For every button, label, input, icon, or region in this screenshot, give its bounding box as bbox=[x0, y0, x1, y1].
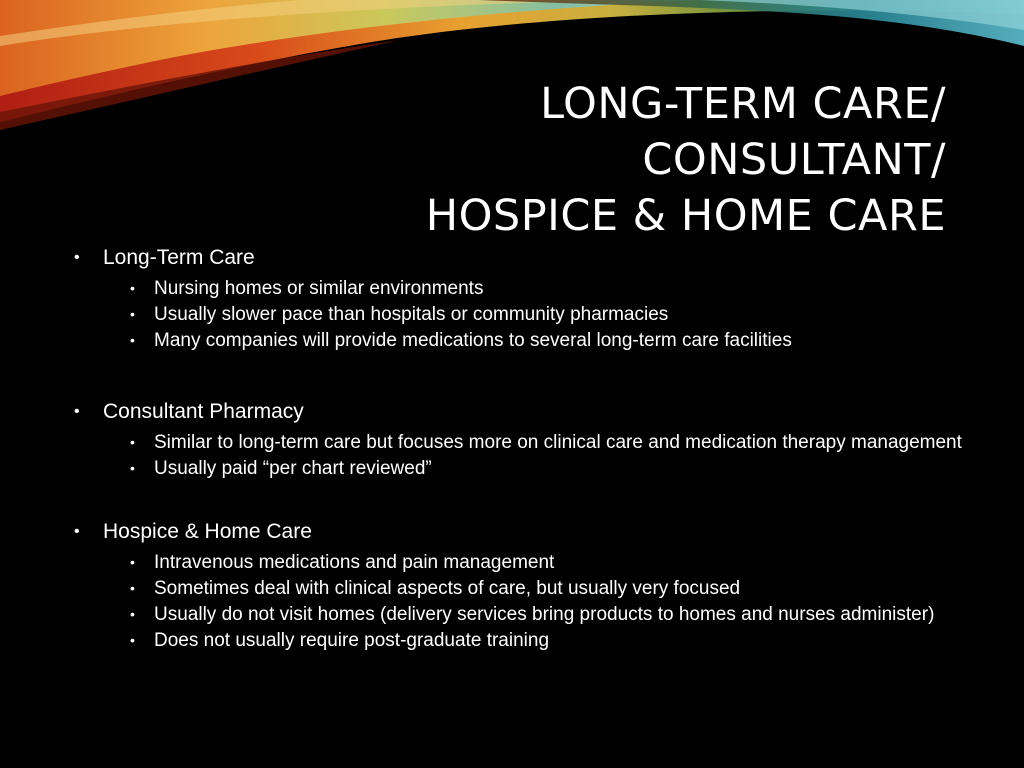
title-line: LONG-TERM CARE/ bbox=[540, 79, 946, 129]
sub-bullet: • Nursing homes or similar environments bbox=[103, 279, 962, 298]
sub-bullet: • Sometimes deal with clinical aspects of care, but usually very focused bbox=[103, 579, 962, 598]
sub-bullet: • Does not usually require post-graduate training bbox=[103, 631, 962, 650]
sub-bullet: • Similar to long-term care but focuses more on clinical care and medication therapy management bbox=[103, 433, 962, 452]
bullet-heading bbox=[72, 244, 962, 350]
sub-bullet: • Usually paid “per chart reviewed” bbox=[103, 459, 962, 478]
bullet-section-long-term-care bbox=[72, 244, 962, 350]
sub-bullet: • Usually do not visit homes (delivery services bring products to homes and nurses administer) bbox=[103, 605, 962, 624]
sub-bullet-list bbox=[103, 433, 962, 478]
sub-bullet: • Usually slower pace than hospitals or community pharmacies bbox=[103, 305, 962, 324]
bullet-heading bbox=[72, 518, 962, 650]
slide-title bbox=[246, 76, 946, 244]
bullet-section-hospice-home-care bbox=[72, 518, 962, 650]
title-line: CONSULTANT/ bbox=[642, 135, 946, 185]
bullet-heading-label: • Hospice & Home Care bbox=[103, 520, 312, 543]
bullet-heading-label: • Consultant Pharmacy bbox=[103, 400, 304, 423]
sub-bullet: • Intravenous medications and pain management bbox=[103, 553, 962, 572]
bullet-section-consultant-pharmacy bbox=[72, 398, 962, 478]
sub-bullet: • Many companies will provide medications to several long-term care facilities bbox=[103, 331, 962, 350]
title-line: HOSPICE & HOME CARE bbox=[425, 191, 946, 241]
slide-body bbox=[72, 244, 962, 650]
sub-bullet-list bbox=[103, 553, 962, 650]
bullet-heading-label: • Long-Term Care bbox=[103, 246, 255, 269]
bullet-heading bbox=[72, 398, 962, 478]
sub-bullet-list bbox=[103, 279, 962, 350]
